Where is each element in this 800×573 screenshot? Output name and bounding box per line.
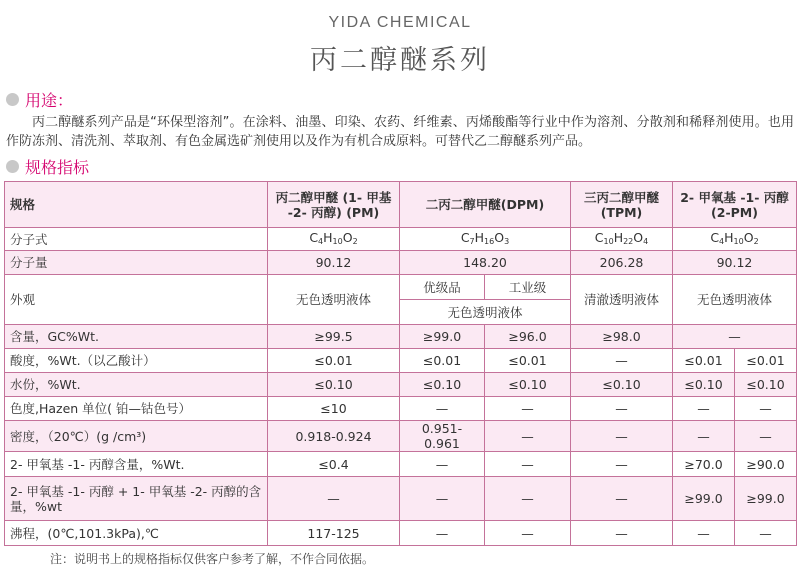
grade-premium-label: 优级品 (400, 275, 485, 300)
product-dpm-header: 二丙二醇甲醚(DPM) (400, 182, 571, 228)
table-cell: ≤0.10 (673, 373, 735, 397)
usage-heading-label: 用途： (25, 91, 74, 110)
formula-tpm: $C_{10}H_{22}O_4$ (571, 228, 673, 251)
row-label: 色度,Hazen 单位( 铂—钴色号） (5, 397, 268, 421)
table-cell: ≤0.01 (735, 349, 797, 373)
table-cell: — (400, 521, 485, 546)
table-cell: — (400, 452, 485, 477)
table-cell: ≤10 (268, 397, 400, 421)
table-cell: 0.951-0.961 (400, 421, 485, 452)
table-cell: 117-125 (268, 521, 400, 546)
table-cell: — (571, 349, 673, 373)
formula-pm: $C_4H_{10}O_2$ (268, 228, 400, 251)
table-cell: ≤0.10 (400, 373, 485, 397)
page-title: 丙二醇醚系列 (310, 45, 490, 76)
spec-section-heading (6, 155, 89, 178)
footnote: 注：说明书上的规格指标仅供客户参考了解，不作合同依据。 (50, 552, 375, 566)
table-cell: ≤0.10 (268, 373, 400, 397)
usage-paragraph: 丙二醇醚系列产品是“环保型溶剂”。在涂料、油墨、印染、农药、纤维素、丙烯酸酯等行业中作为溶剂、分散剂和稀释剂使用。也用作防冻剂、清洗剂、萃取剂、有色金属选矿剂使用以及作为有机合成原料。可替代乙二醇醚系列产品。 (6, 115, 794, 149)
table-row-water (5, 373, 797, 397)
table-cell: — (485, 452, 571, 477)
table-cell: — (485, 421, 571, 452)
table-row-boiling (5, 521, 797, 546)
grade-industrial-label: 工业级 (485, 275, 571, 300)
row-label: 分子式 (5, 228, 268, 251)
table-cell: — (400, 477, 485, 521)
product-tpm-header: 三丙二醇甲醚 (TPM) (571, 182, 673, 228)
table-cell: 90.12 (268, 251, 400, 275)
table-row-color (5, 397, 797, 421)
table-row-mw (5, 251, 797, 275)
table-cell: 148.20 (400, 251, 571, 275)
row-label: 含量，GC%Wt. (5, 325, 268, 349)
table-cell: — (571, 452, 673, 477)
formula-2pm: $C_4H_{10}O_2$ (673, 228, 797, 251)
table-cell: — (571, 521, 673, 546)
table-cell: ≥99.0 (735, 477, 797, 521)
table-cell: 清澈透明液体 (571, 275, 673, 325)
table-cell: ≤0.01 (400, 349, 485, 373)
table-cell: — (735, 421, 797, 452)
bullet-icon (6, 93, 19, 106)
table-cell: ≤0.01 (673, 349, 735, 373)
table-cell: ≤0.10 (485, 373, 571, 397)
spec-table (4, 181, 797, 546)
table-cell: — (485, 477, 571, 521)
table-cell: 90.12 (673, 251, 797, 275)
table-cell: 无色透明液体 (400, 300, 571, 325)
table-cell: 无色透明液体 (673, 275, 797, 325)
table-cell: ≤0.10 (735, 373, 797, 397)
brand-name: YIDA CHEMICAL (328, 14, 472, 31)
product-pm-header: 丙二醇甲醚 (1- 甲基 -2- 丙醇) (PM) (268, 182, 400, 228)
table-cell: — (485, 397, 571, 421)
product-2pm-header: 2- 甲氧基 -1- 丙醇 (2-PM) (673, 182, 797, 228)
table-cell: — (571, 421, 673, 452)
row-label: 分子量 (5, 251, 268, 275)
row-label: 水份，%Wt. (5, 373, 268, 397)
table-cell: — (673, 325, 797, 349)
table-cell: — (485, 521, 571, 546)
table-cell: ≥99.5 (268, 325, 400, 349)
table-cell: ≥99.0 (400, 325, 485, 349)
table-cell: — (268, 477, 400, 521)
spec-heading-label: 规格指标 (25, 158, 90, 177)
table-cell: — (673, 521, 735, 546)
table-row-acidity (5, 349, 797, 373)
table-cell: ≤0.01 (485, 349, 571, 373)
table-cell: — (673, 421, 735, 452)
table-row-sum-content (5, 477, 797, 521)
row-label: 沸程，(0℃,101.3kPa),℃ (5, 521, 268, 546)
table-header-row (5, 182, 797, 228)
table-cell: ≥70.0 (673, 452, 735, 477)
table-row-density (5, 421, 797, 452)
table-cell: 206.28 (571, 251, 673, 275)
usage-section-heading (6, 88, 73, 111)
table-row-2pm-content (5, 452, 797, 477)
table-row-formula (5, 228, 797, 251)
row-label: 2- 甲氧基 -1- 丙醇含量，%Wt. (5, 452, 268, 477)
row-label: 密度，（20℃）(g /cm³) (5, 421, 268, 452)
row-label: 2- 甲氧基 -1- 丙醇 + 1- 甲氧基 -2- 丙醇的含量，%wt (5, 477, 268, 521)
spec-column-label: 规格 (5, 182, 268, 228)
table-cell: ≤0.4 (268, 452, 400, 477)
table-cell: — (571, 477, 673, 521)
table-row-appearance (5, 275, 797, 300)
table-cell: — (571, 397, 673, 421)
row-label: 外观 (5, 275, 268, 325)
table-cell: ≥96.0 (485, 325, 571, 349)
table-cell: ≥90.0 (735, 452, 797, 477)
table-row-content (5, 325, 797, 349)
table-cell: — (735, 397, 797, 421)
table-cell: ≥99.0 (673, 477, 735, 521)
row-label: 酸度，%Wt.（以乙酸计） (5, 349, 268, 373)
table-cell: ≤0.01 (268, 349, 400, 373)
table-cell: ≤0.10 (571, 373, 673, 397)
formula-dpm: $C_7H_{16}O_3$ (400, 228, 571, 251)
table-cell: — (735, 521, 797, 546)
bullet-icon (6, 160, 19, 173)
table-cell: — (400, 397, 485, 421)
table-cell: — (673, 397, 735, 421)
table-cell: 无色透明液体 (268, 275, 400, 325)
table-cell: ≥98.0 (571, 325, 673, 349)
table-cell: 0.918-0.924 (268, 421, 400, 452)
